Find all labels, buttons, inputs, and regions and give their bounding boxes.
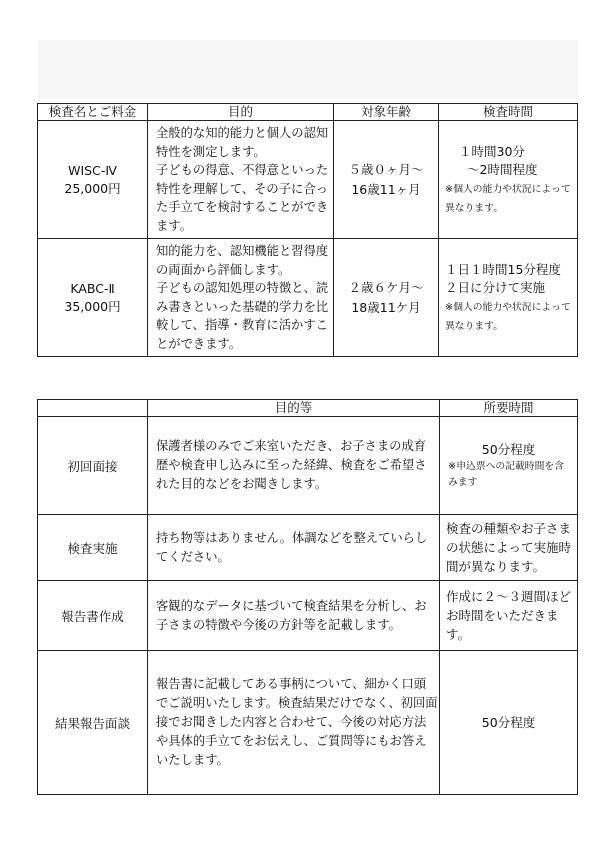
step-label: 初回面接 — [38, 417, 148, 515]
header-duration: 所要時間 — [440, 400, 578, 417]
test-name-cell — [38, 121, 148, 239]
step-duration-cell — [440, 651, 578, 795]
age-line: ２歳６ケ月～ — [348, 279, 424, 295]
duration-line: １時間30分 — [459, 143, 525, 159]
purpose-line: 客観的なデータに基づいて検査結果を分析し、お — [156, 598, 427, 613]
duration-line: ２日に分けて実施 — [445, 279, 546, 295]
purpose-line: 知的能力を、認知機能と習得度 — [156, 244, 329, 258]
purpose-line: み書きといった基礎的学力を比 — [156, 299, 329, 314]
purpose-line: 接でお聞きした内容と合わせて、今後の対応方法 — [156, 715, 427, 729]
step-purpose-cell — [148, 515, 440, 581]
purpose-line: 全般的な知的能力と個人の認知 — [156, 126, 329, 140]
purpose-cell — [148, 239, 334, 357]
step-purpose-cell — [148, 581, 440, 651]
purpose-line: 報告書に記載してある事柄について、細かく口頭 — [156, 677, 427, 691]
test-fee-table — [37, 103, 578, 357]
step-duration-cell — [440, 581, 578, 651]
duration-line: 作成に２～３週間ほど — [446, 589, 572, 604]
step-label: 報告書作成 — [38, 581, 148, 651]
test-name: KABC-Ⅱ — [70, 280, 115, 296]
duration-note: ※個人の能力や状況によって異なります。 — [445, 183, 571, 214]
duration-line: の状態によって実施時 — [446, 540, 572, 555]
table-row-initial-interview — [38, 417, 578, 515]
duration-line: 間が異なります。 — [446, 559, 546, 574]
purpose-line: れた目的などをお聞きします。 — [156, 477, 328, 491]
table-row-results-meeting — [38, 651, 578, 795]
duration-line: １日１時間15分程度 — [445, 261, 561, 277]
duration-line: 50分程度 — [481, 442, 536, 457]
purpose-line: ます。 — [156, 218, 192, 233]
purpose-line: 子さまの特徴や今後の方針等を記載します。 — [156, 617, 401, 632]
age-line: 18歳11ケ月 — [351, 299, 421, 315]
purpose-line: とができます。 — [156, 336, 242, 351]
purpose-line: の両面から評価します。 — [156, 262, 291, 277]
header-test-name: 検査名とご料金 — [38, 104, 148, 121]
table-row-report-writing — [38, 581, 578, 651]
duration-line: す。 — [446, 627, 471, 642]
purpose-line: 較して、指導・教育に活かすこ — [156, 318, 328, 332]
table-row-wisc — [38, 121, 578, 239]
table-row-test-administration — [38, 515, 578, 581]
duration-cell — [439, 121, 578, 239]
purpose-line: 子どもの認知処理の特徴と、読 — [156, 281, 329, 295]
step-purpose-cell — [148, 651, 440, 795]
purpose-line: てください。 — [156, 549, 230, 564]
process-table — [37, 399, 578, 795]
header-blank — [38, 400, 148, 417]
purpose-line: でご説明いたします。検査結果だけでなく、初回面 — [156, 696, 438, 710]
age-cell — [334, 121, 439, 239]
header-purpose: 目的等 — [148, 400, 440, 417]
purpose-line: 特性を測定します。 — [156, 144, 266, 159]
age-cell — [334, 239, 439, 357]
duration-line: 検査の種類やお子さま — [446, 521, 572, 536]
table-header-row — [38, 400, 578, 417]
purpose-line: 保護者様のみでご来室いただき、お子さまの成育 — [156, 439, 427, 453]
test-name: WISC-Ⅳ — [68, 162, 117, 178]
purpose-line: 特性を理解して、その子に合っ — [156, 181, 328, 196]
table-row-kabc — [38, 239, 578, 357]
step-duration-cell — [440, 515, 578, 581]
test-name-cell — [38, 239, 148, 357]
step-label: 検査実施 — [38, 515, 148, 581]
header-duration: 検査時間 — [439, 104, 578, 121]
purpose-line: 子どもの得意、不得意といった — [156, 163, 329, 177]
purpose-line: 持ち物等はありません。体調などを整えていらし — [156, 530, 428, 545]
purpose-line: いたします。 — [156, 753, 229, 767]
purpose-line: た手立てを検討することができ — [156, 200, 329, 214]
purpose-line: 歴や検査申し込みに至った経緯、検査をご希望さ — [156, 458, 427, 472]
table-header-row — [38, 104, 578, 121]
purpose-cell — [148, 121, 334, 239]
duration-note: ※申込票への記載時間を含みます — [448, 461, 564, 488]
purpose-line: や具体的手立てをお伝えし、ご質問等にもお答え — [156, 734, 427, 748]
header-age: 対象年齢 — [334, 104, 439, 121]
duration-line: ～2時間程度 — [467, 161, 538, 177]
test-price: 25,000円 — [64, 180, 121, 196]
header-purpose: 目的 — [148, 104, 334, 121]
duration-line: 50分程度 — [481, 715, 536, 730]
duration-cell — [439, 239, 578, 357]
test-price: 35,000円 — [64, 298, 121, 314]
duration-note: ※個人の能力や状況によって異なります。 — [445, 301, 571, 332]
blank-header-band — [38, 40, 578, 98]
step-label: 結果報告面談 — [38, 651, 148, 795]
age-line: 16歳11ヶ月 — [351, 181, 421, 197]
age-line: ５歳０ヶ月～ — [348, 161, 424, 177]
step-purpose-cell — [148, 417, 440, 515]
step-duration-cell — [440, 417, 578, 515]
duration-line: お時間をいただきま — [446, 608, 559, 623]
